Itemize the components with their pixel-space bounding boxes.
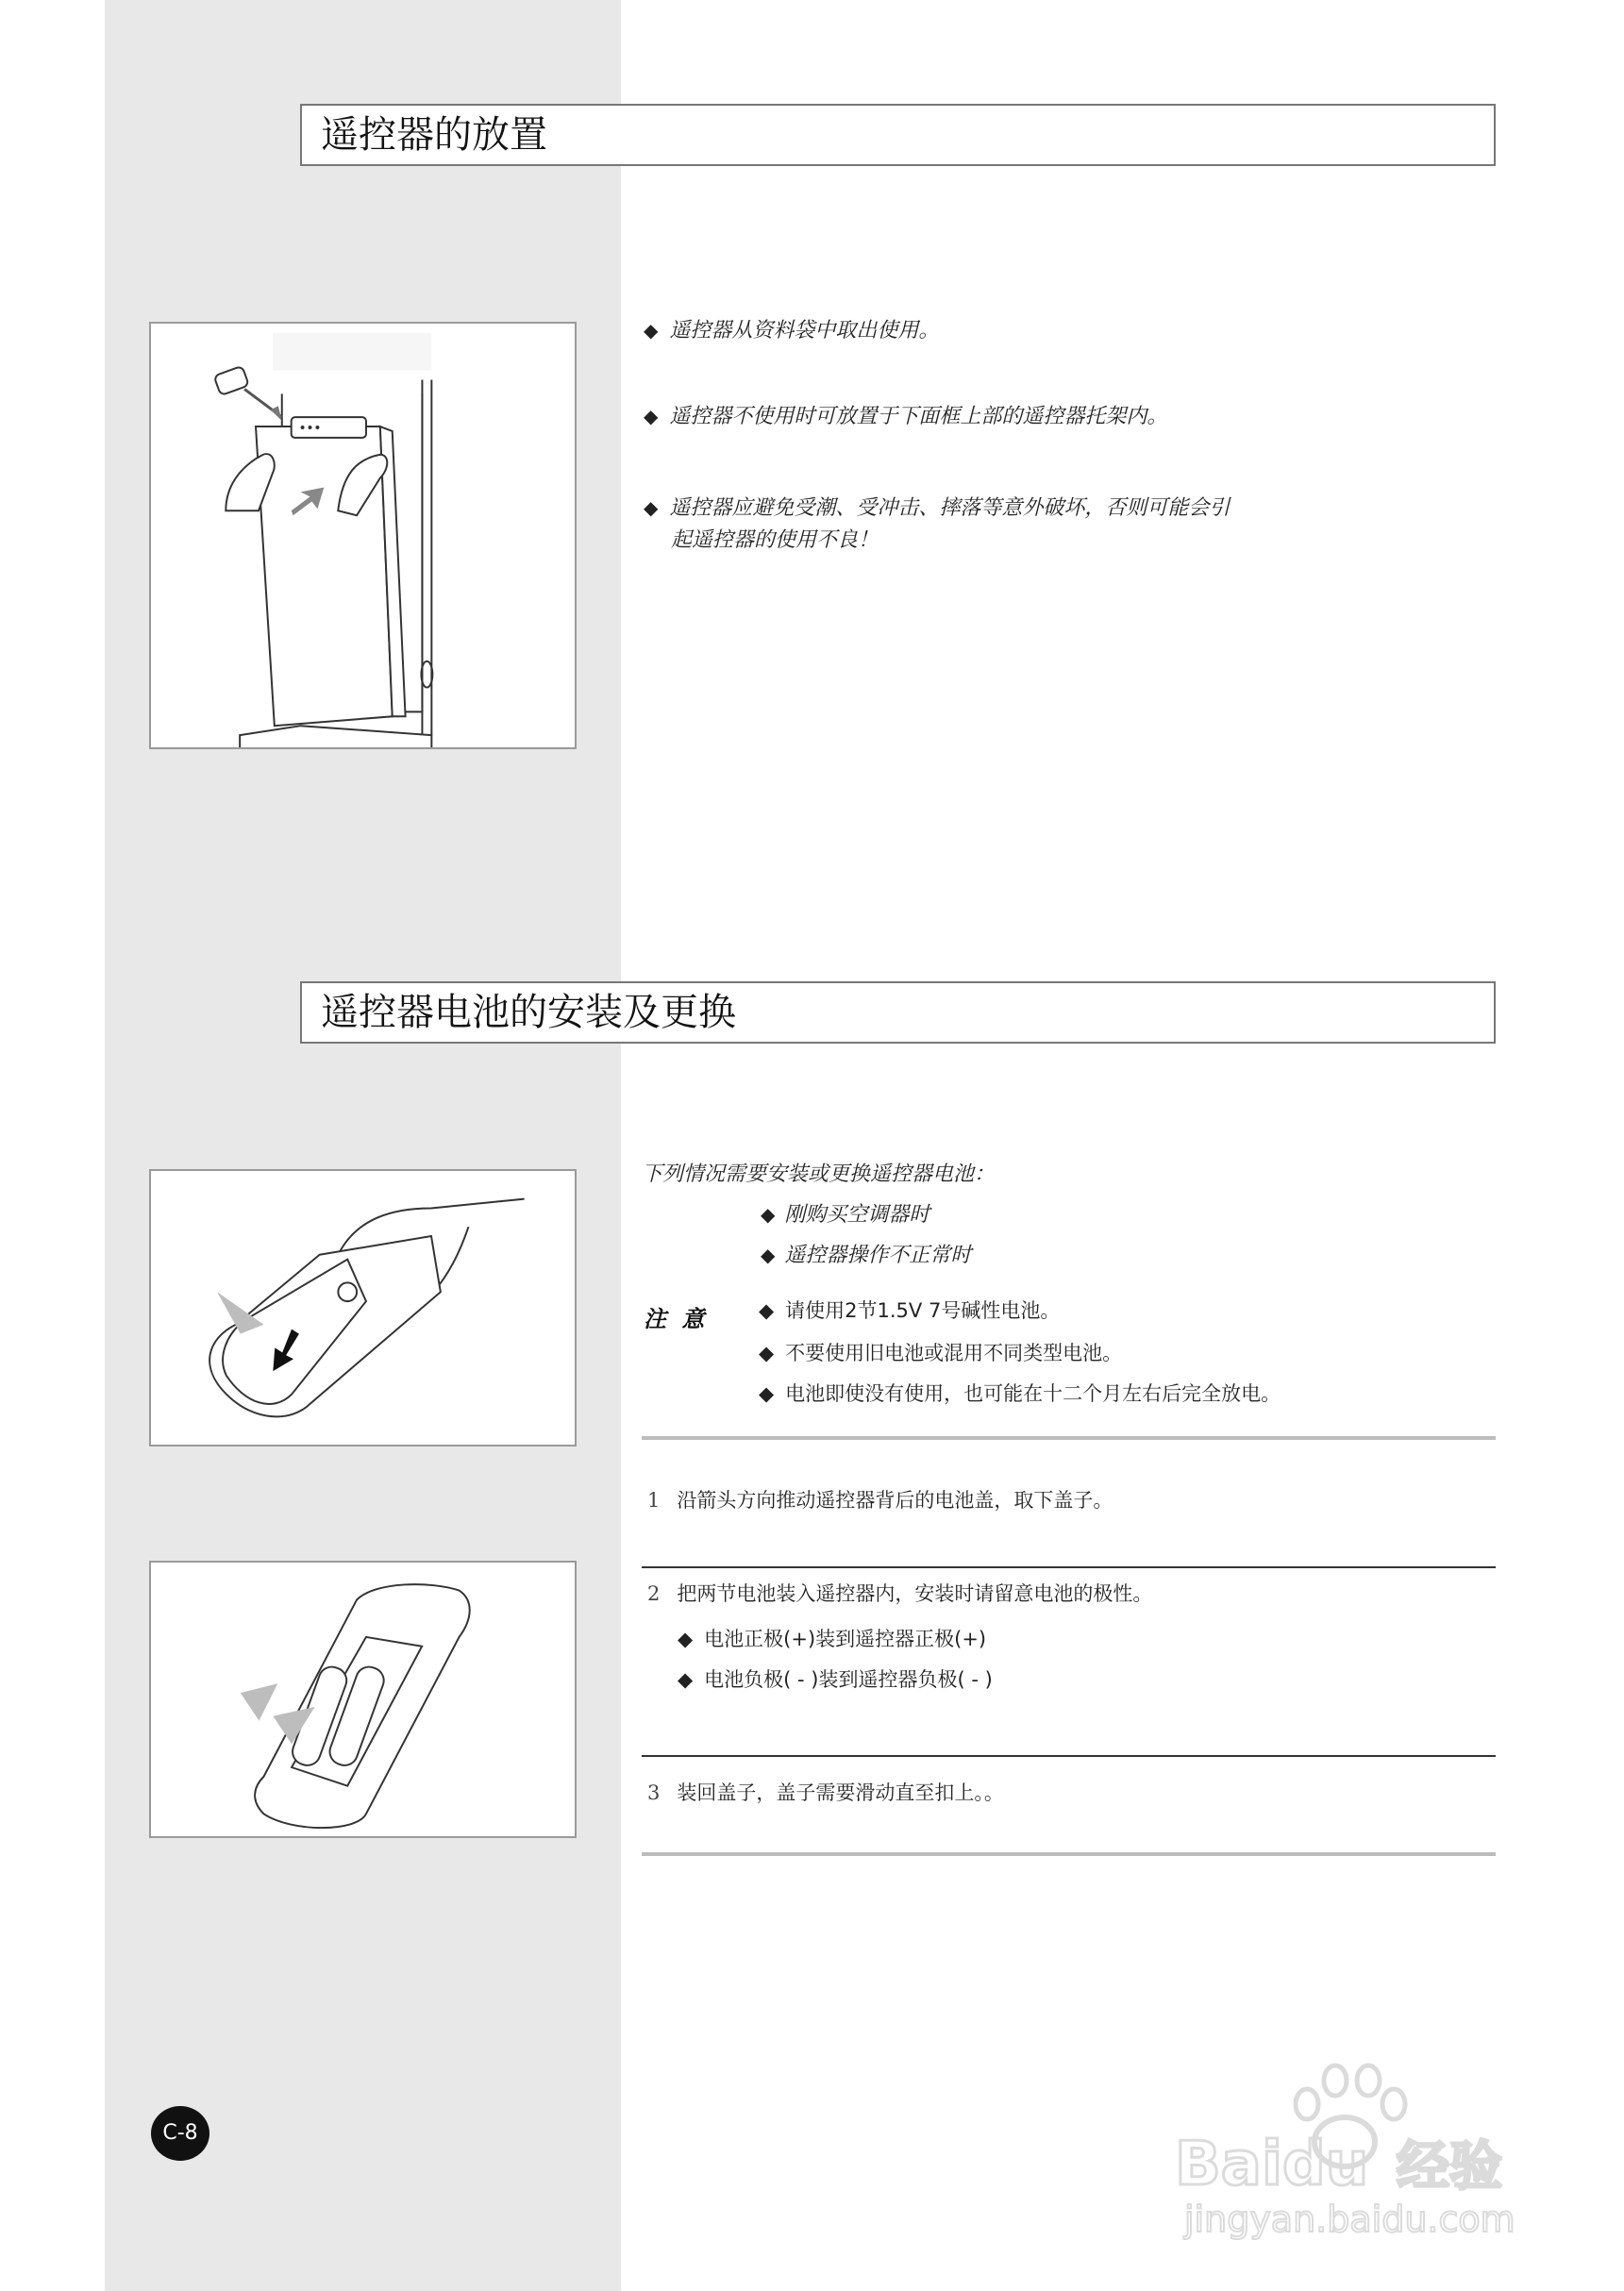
figure-insert-batteries — [149, 1561, 577, 1838]
step-3: 3 装回盖子，盖子需要滑动直至扣上。。 — [647, 1781, 1004, 1804]
figure-remove-cover — [149, 1169, 577, 1447]
remove-cover-illustration — [151, 1171, 575, 1445]
section-title-remote-placement: 遥控器的放置 — [300, 104, 1496, 166]
step-2-positive: ◆ 电池正极(+)装到遥控器正极(+) — [678, 1628, 987, 1650]
baidu-watermark — [1156, 2052, 1533, 2241]
note-no-mixing: ◆ 不要使用旧电池或混用不同类型电池。 — [759, 1342, 1123, 1364]
bullet-avoid-damage: ◆ 遥控器应避免受潮、受冲击、摔落等意外破坏，否则可能会引 起遥控器的使用不良！ — [644, 496, 1231, 552]
bullet-holder-storage: ◆ 遥控器不使用时可放置于下面框上部的遥控器托架内。 — [644, 405, 1168, 428]
step-2: 2 把两节电池装入遥控器内，安装时请留意电池的极性。 — [647, 1582, 1153, 1605]
watermark-url: jingyan.baidu.com — [1184, 2199, 1515, 2240]
watermark-brand: Baidu — [1175, 2130, 1369, 2199]
section-title-battery: 遥控器电池的安装及更换 — [300, 981, 1496, 1044]
note-label: 注 意 — [644, 1305, 709, 1332]
condition-new-purchase: ◆ 刚购买空调器时 — [761, 1203, 930, 1227]
divider — [642, 1566, 1496, 1568]
step-2-negative: ◆ 电池负极( - )装到遥控器负极( - ) — [678, 1668, 993, 1691]
divider — [642, 1436, 1496, 1440]
remote-holder-illustration — [151, 324, 575, 747]
note-battery-type: ◆ 请使用2节1.5V 7号碱性电池。 — [759, 1299, 1061, 1322]
battery-intro: 下列情况需要安装或更换遥控器电池： — [642, 1162, 996, 1186]
paw-logo-icon — [1156, 2052, 1533, 2241]
watermark-suffix: 经验 — [1397, 2136, 1502, 2198]
page-number-badge: C-8 — [151, 2106, 209, 2161]
bullet-take-out: ◆ 遥控器从资料袋中取出使用。 — [644, 319, 940, 343]
step-1: 1 沿箭头方向推动遥控器背后的电池盖，取下盖子。 — [647, 1489, 1113, 1512]
note-self-discharge: ◆ 电池即使没有使用，也可能在十二个月左右后完全放电。 — [759, 1382, 1281, 1405]
condition-malfunction: ◆ 遥控器操作不正常时 — [761, 1244, 972, 1267]
insert-batteries-illustration — [151, 1563, 575, 1836]
divider — [642, 1852, 1496, 1856]
divider — [642, 1755, 1496, 1757]
figure-remote-holder — [149, 322, 577, 749]
